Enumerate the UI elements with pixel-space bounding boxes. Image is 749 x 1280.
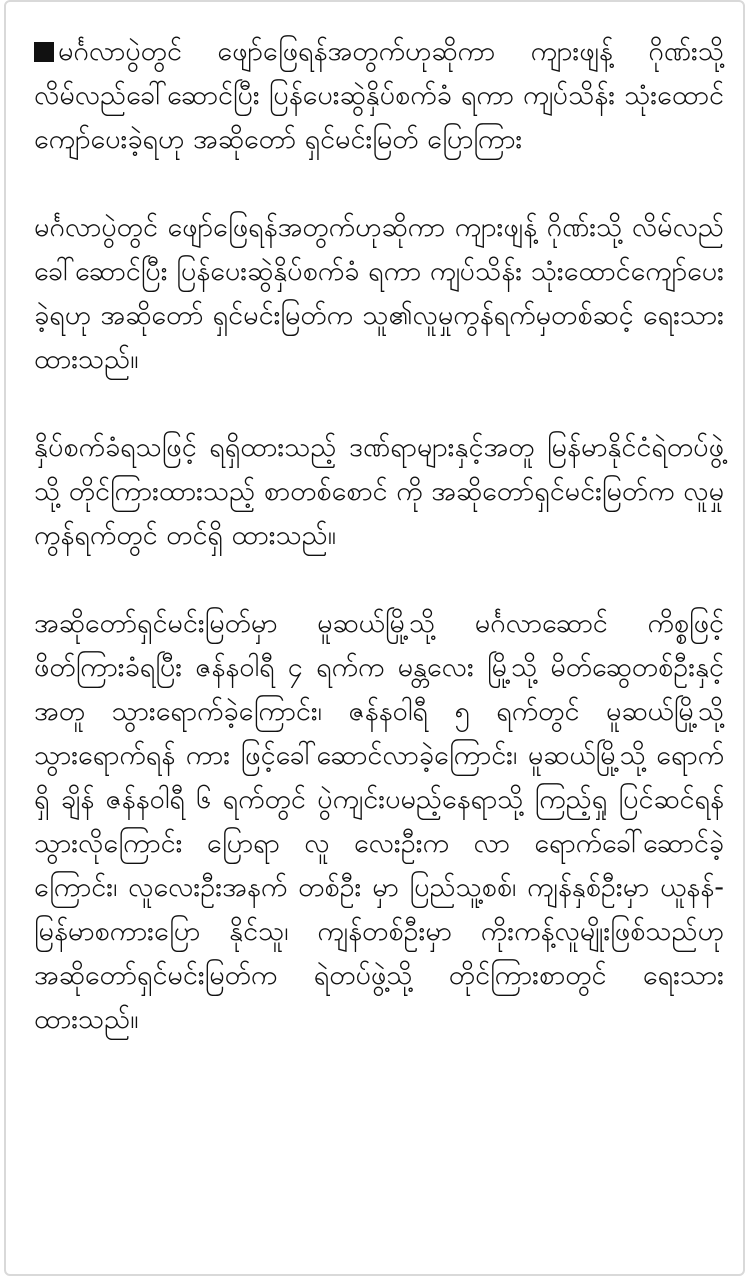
- page-frame: [4, 0, 745, 1276]
- headline-paragraph: [34, 30, 724, 162]
- square-bullet-icon: [34, 42, 54, 62]
- article-body: [34, 30, 724, 1042]
- body-paragraph-3: အဆိုတော်ရှင်မင်းမြတ်မှာ မူဆယ်မြို့သို့ မင်္ဂလာဆောင် ကိစ္စဖြင့် ဖိတ်ကြားခံရပြီး ဇန်နဝါရီ ၄ ရက်က မန္တလေး မြို့သို့ မိတ်ဆွေတစ်ဦးနှင့်အတူ သွားရောက်ခဲ့ကြောင်း၊ ဇန်နဝါရီ ၅ ရက်တွင် မူဆယ်မြို့သို့ သွားရောက်ရန် ကား ဖြင့်ခေါ်ဆောင်လာခဲ့ကြောင်း၊ မူဆယ်မြို့သို့ ရောက်ရှိ ချိန် ဇန်နဝါရီ ၆ ရက်တွင် ပွဲကျင်းပမည့်နေရာသို့ ကြည့်ရှု ပြင်ဆင်ရန် သွားလိုကြောင်း ပြောရာ လူ လေးဦးက လာ ရောက်ခေါ်ဆောင်ခဲ့ကြောင်း၊ လူလေးဦးအနက် တစ်ဦး မှာ ပြည်သူ့စစ်၊ ကျန်နှစ်ဦးမှာ ယူနန်- မြန်မာစကားပြော နိုင်သူ၊ ကျန်တစ်ဦးမှာ ကိုးကန့်လူမျိုးဖြစ်သည်ဟု အဆိုတော်ရှင်မင်းမြတ်က ရဲတပ်ဖွဲ့သို့ တိုင်ကြားစာတွင် ရေးသားထားသည်။: [34, 608, 724, 1035]
- body-paragraph-2: နှိပ်စက်ခံရသဖြင့် ရရှိထားသည့် ဒဏ်ရာများနှင့်အတူ မြန်မာနိုင်ငံရဲတပ်ဖွဲ့သို့ တိုင်ကြားထားသည့် စာတစ်စောင် ကို အဆိုတော်ရှင်မင်းမြတ်က လူမှုကွန်ရက်တွင် တင်ရှိ ထားသည်။: [34, 432, 724, 551]
- body-paragraph-1: မင်္ဂလာပွဲတွင် ဖျော်ဖြေရန်အတွက်ဟုဆိုကာ ကျားဖျန့် ဂိုဏ်းသို့ လိမ်လည်ခေါ်ဆောင်ပြီး ပြန်ပေးဆွဲနှိပ်စက်ခံ ရကာ ကျပ်သိန်း သုံးထောင်ကျော်ပေးခဲ့ရဟု အဆိုတော် ရှင်မင်းမြတ်က သူ၏လူမှုကွန်ရက်မှတစ်ဆင့် ရေးသား ထားသည်။: [34, 212, 724, 375]
- headline-text: မင်္ဂလာပွဲတွင် ဖျော်ဖြေရန်အတွက်ဟုဆိုကာ ကျားဖျန့် ဂိုဏ်းသို့ လိမ်လည်ခေါ်ဆောင်ပြီး ပြန်ပေးဆွဲနှိပ်စက်ခံ ရကာ ကျပ်သိန်း သုံးထောင်ကျော်ပေးခဲ့ရဟု အဆိုတော် ရှင်မင်းမြတ် ပြောကြား: [34, 36, 724, 155]
